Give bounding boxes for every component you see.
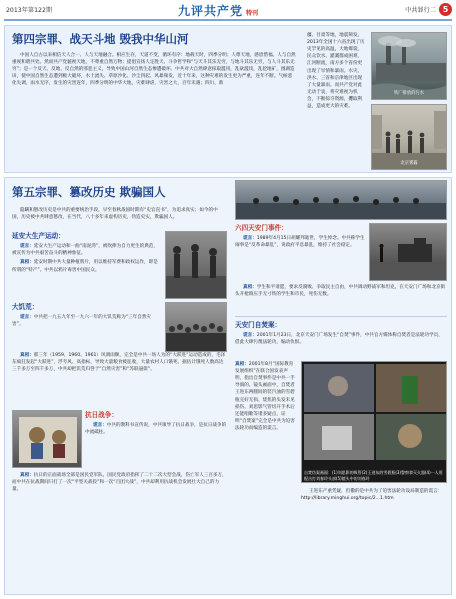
yanan-truth bbox=[12, 259, 162, 273]
page-number-badge: 5 bbox=[439, 3, 452, 16]
yanan-lie bbox=[12, 243, 162, 257]
lie-text: 中共把一九五九年至一九六一年的大饥荒称为“三年自然灾害”。 bbox=[12, 315, 152, 328]
tiananmen-block bbox=[235, 223, 365, 249]
truth-label: 真相： bbox=[20, 473, 34, 478]
photo-caption: 铁厂排放的污水 bbox=[393, 91, 425, 97]
war-truth bbox=[12, 472, 227, 493]
lie-label: 谎言： bbox=[20, 315, 34, 321]
tiananmen-truth bbox=[235, 284, 447, 298]
newspaper-title bbox=[178, 2, 258, 21]
crowd-illustration bbox=[166, 303, 227, 352]
crowd-illustration bbox=[236, 181, 447, 220]
photo-caption: 自焚伪案画面：(1)刘思影的吸管(2)王进东的雪碧瓶(3)警察拿灭火器(4)一人用棍击打刘春玲头部(5)镜头中的刘春玲 bbox=[304, 470, 443, 481]
page-header bbox=[0, 0, 456, 22]
video-stills-illustration bbox=[302, 362, 447, 483]
soldiers-illustration bbox=[166, 232, 227, 299]
yanan-heading: 延安大生产运动： bbox=[12, 232, 65, 240]
selfimmolation-heading: 天安门自焚案： bbox=[235, 321, 282, 329]
famine-truth bbox=[12, 352, 227, 373]
truth-text: 延安时期中共大量种植鸦片，用以维持军费和政权运作，即是所谓的“特产”。中共以鸦片毒害中国民众。 bbox=[12, 260, 158, 273]
lie-text: 2001年1月23日，北京天安门广场发生“自焚”事件，中共官方媒体称自焚者是法轮功学员，借此大肆污蔑法轮功，煽动仇恨。 bbox=[235, 333, 443, 346]
beijing-smog-photo bbox=[371, 104, 447, 170]
section-divider bbox=[235, 316, 447, 317]
lie-label: 谎言： bbox=[93, 423, 107, 429]
tank-man-photo bbox=[369, 223, 447, 281]
polluted-water-photo bbox=[371, 32, 447, 100]
article-fifth-crime bbox=[4, 177, 452, 595]
title-text: 九评共产党 bbox=[178, 4, 244, 18]
factory-smoke-illustration bbox=[372, 33, 447, 100]
yanan-historical-photo bbox=[165, 231, 227, 299]
truth-label: 真相： bbox=[20, 260, 34, 266]
article-title: 第四宗罪、战天斗地 毁我中华山河 bbox=[12, 32, 189, 46]
famine-lie bbox=[12, 314, 162, 328]
war-lie bbox=[85, 422, 227, 436]
title-tag: 特刊 bbox=[246, 10, 259, 17]
tiananmen-crowd-photo bbox=[235, 180, 447, 220]
section-label: 中共罪行二 bbox=[405, 7, 436, 14]
lie-text: 延安大生产运动和一曲“南泥湾”，被吹捧为自力更生的典范，被宣传为中共艰苦奋斗的精神象征。 bbox=[12, 244, 158, 257]
truth-label: 真相： bbox=[243, 285, 257, 290]
lie-label: 谎言： bbox=[243, 333, 257, 339]
selfimmolation-photo-grid bbox=[301, 361, 447, 483]
closing-paragraph: 王进东产重凭疑，但撒的是中共为了迫害法轮功设局制造的谎言：http://library.minghui.org/topic/2...1.htm bbox=[301, 489, 443, 502]
header-rule bbox=[4, 19, 452, 21]
famine-heading: 大饥荒： bbox=[12, 303, 39, 311]
article-body-left: 中国人自古以来相信天人合一、人与天地融合。相应生存，天道不变，循环有序：地载天时，四季分明；人尊天地，感恩惜福。人与自然重视和谐共处。然而共产党藐视天地，不尊重自然万物；提倡宣扬人定胜天、斗争哲学和“与天斗其乐无穷，与地斗其乐无穷，与人斗其乐无穷”；是一个反天、反地、反自然的邪恶主义，导致中国山河自然生态惨遭破坏。中共对大自然肆意掠取滥用，乱砍滥伐，乱挖地矿，围湖造田，使中国自然生态遭到极大破坏，水土流失、草原沙化、沙尘四起、风暴频发，近十年来，这种灾难的发生更为严重，连年不断。气候恶化失调，雨水无序，发生的灾害连年，四季分明的中华大地，灾难肆虐，灾害之大，百年未遇；四川、新 bbox=[12, 53, 296, 87]
article-body-right: 疆、甘肃等地，地震频发，2013年全国十六省出现了历史罕见的高温，大地爆裂，民众饮水、灌溉都成困难，江河断流，南方多个省份更出现了旱情和暴雨。水灾、洪水、三省和京津地区出现了大量暴雨。而共产党对此无动于衷，将灾难视为机会，不断掠夺资源，攫取利益，造成更大的灾难。 bbox=[307, 33, 365, 110]
issue-number: 2013年第122期 bbox=[6, 7, 53, 14]
truth-text: 学生和平请愿，要求反腐败、争取民主自由，中共调动野战军和坦克，在天安门广场和北京街头开枪镇压手无寸铁的学生和市民，死伤无数。 bbox=[235, 285, 446, 298]
truth-label: 真相： bbox=[235, 362, 249, 367]
war-cartoon-photo bbox=[12, 410, 82, 468]
famine-crowd-photo bbox=[165, 302, 227, 352]
tiananmen-heading: 六四天安门事件： bbox=[235, 224, 288, 232]
article-lead: 隐瞒和篡改历史是中共的重要统治手段，早至春秋战国时期有“史官直书”，为追求真实；如今的中国，历史被中共肆意篡改，在当代，八十多年来虚构历史，伪造史实，欺骗国人。 bbox=[12, 208, 218, 221]
truth-text: 那三年（1959、1960、1961）风调雨顺，完全是中共一场人为的“大跃进”运动造成的，毛泽东疯狂发起“大跃进”，浮夸风、高指标，导致大量粮食被征收，大量农村人口饿死，据估计饿死人数高达三千多万至四千多万，中共却把饥荒归咎于“自然灾害”和“苏联逼债”。 bbox=[12, 353, 226, 373]
war-heading: 抗日战争： bbox=[85, 411, 118, 419]
cartoon-illustration bbox=[13, 411, 82, 468]
article-title: 第五宗罪、篡改历史 欺骗国人 bbox=[12, 185, 166, 199]
truth-label: 真相： bbox=[20, 353, 34, 358]
lie-text: 1989年4月15日胡耀邦逝世，学生悼念。中共称学生闹事是“反革命暴乱”，说政府平息暴乱，维持了社会稳定。 bbox=[235, 236, 365, 249]
truth-text: 抗日的正面战场全部是国民党军队，国民党政府指挥了二十二次大型会战，伤亡军人三百多万，而中共在抗战期间只打了一次“平型关战役”和一次“百团大战”，中共却利用抗战机会发展壮大自己的力量。 bbox=[12, 473, 227, 493]
selfimmolation-truth bbox=[235, 361, 297, 432]
photo-caption: 北京雾霾 bbox=[400, 161, 418, 167]
war-block bbox=[85, 410, 227, 436]
selfimmolation-lie bbox=[235, 332, 447, 346]
tiananmen-lie bbox=[235, 235, 365, 249]
yanan-block bbox=[12, 231, 162, 274]
truth-text: 2001年8月“国际教育发展组织”在联合国发表声明，指出自焚事件是中共一手导演的。镜头画面中，自焚者王进东两腿间的装汽油的雪碧瓶完好无损、烧焦的头发未见损伤、刘思影气管切开手术后还能唱歌等诸多疑点，证明“自焚案”完全是中共为迫害法轮功而编造的谎言。 bbox=[235, 362, 295, 431]
lie-label: 谎言： bbox=[20, 244, 34, 250]
lie-text: 中共的教科书宣传说，中共领导了抗日战争，是抗日战争的中流砥柱。 bbox=[85, 423, 227, 436]
article-fourth-crime bbox=[4, 25, 452, 173]
selfimmolation-block bbox=[235, 320, 447, 346]
famine-block bbox=[12, 302, 162, 328]
tank-illustration bbox=[370, 224, 447, 281]
lie-label: 谎言： bbox=[243, 236, 257, 242]
